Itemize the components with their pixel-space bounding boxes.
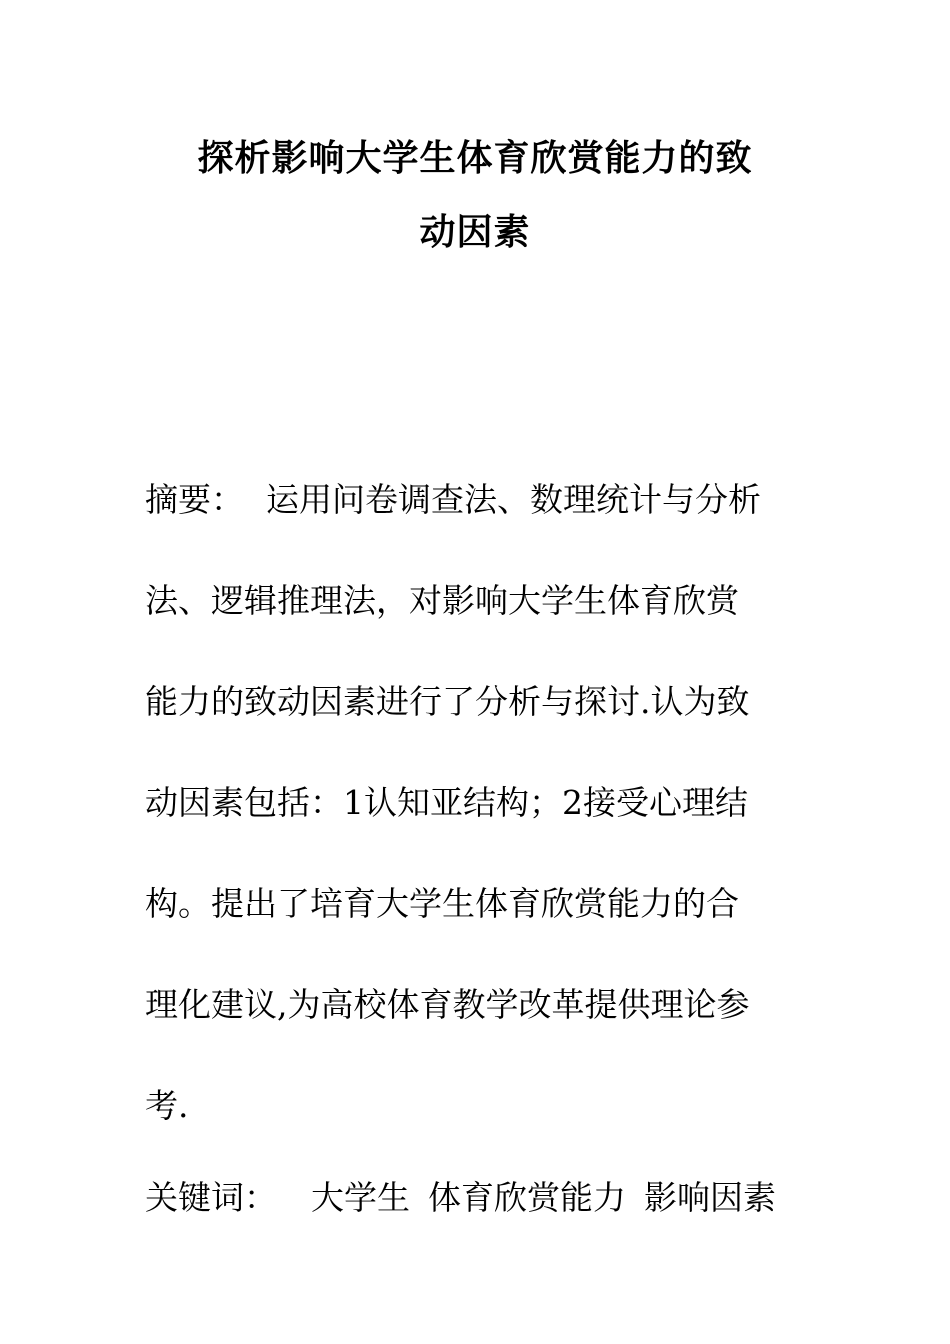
abstract-line-2: 法、逻辑推理法，对影响大学生体育欣赏 (145, 581, 739, 620)
keywords-section (145, 1168, 805, 1228)
keyword-item: 体育欣赏能力 (428, 1178, 626, 1217)
abstract-line-1 (145, 470, 805, 571)
abstract-line-7: 考. (145, 1086, 189, 1125)
abstract-label: 摘要： (145, 480, 244, 519)
title-line-1: 探析影响大学生体育欣赏能力的致 (197, 138, 753, 179)
abstract-line-3: 能力的致动因素进行了分析与探讨.认为致 (145, 682, 750, 721)
keywords-label: 关键词： (145, 1178, 277, 1217)
abstract-section (145, 470, 805, 1177)
title-line-2: 动因素 (419, 212, 531, 253)
abstract-line-4: 动因素包括：1认知亚结构；2接受心理结 (145, 783, 748, 822)
keyword-item: 大学生 (311, 1178, 410, 1217)
keyword-item: 影响因素 (644, 1178, 776, 1217)
abstract-line-5: 构。提出了培育大学生体育欣赏能力的合 (145, 884, 739, 923)
abstract-text: 运用问卷调查法、数理统计与分析 (266, 480, 761, 519)
abstract-line-6: 理化建议,为高校体育教学改革提供理论参 (145, 985, 750, 1024)
document-title (145, 122, 805, 270)
